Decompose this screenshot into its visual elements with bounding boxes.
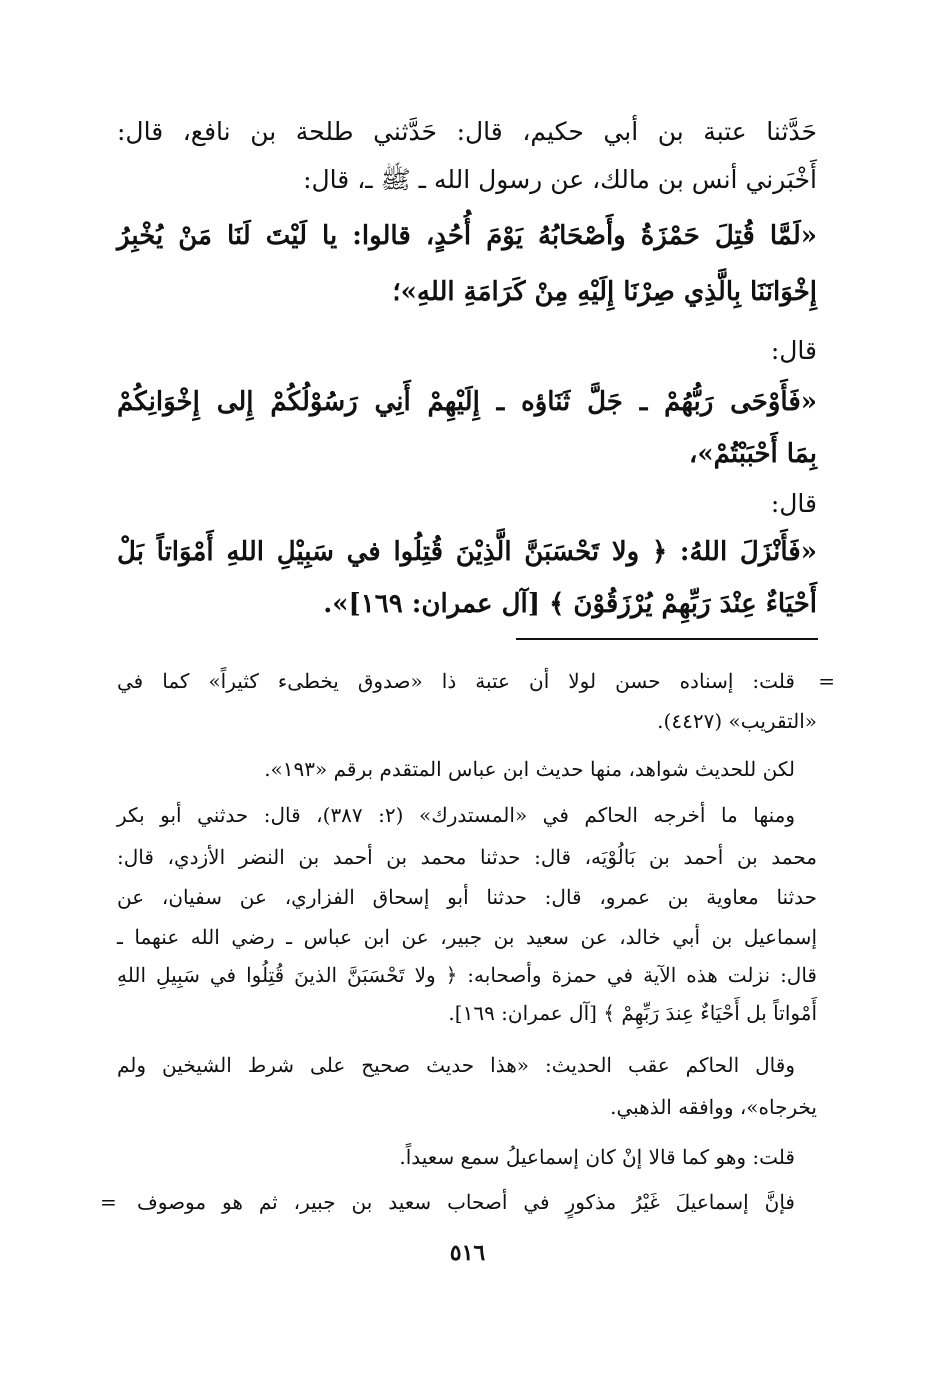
main-line-10: أَحْيَاءٌ عِنْدَ رَبِّهِمْ يُرْزَقُوْنَ ﴾ [آل عمران: ١٦٩]». [323,589,817,619]
footnote-line-1: قلت: إسناده حسن لولا أن عتبة ذا «صدوق يخطىء كثيراً» كما في [117,669,795,693]
footnote-divider [516,638,818,640]
main-line-8: قال: [770,489,817,518]
footnote-line-13: فإنَّ إسماعيلَ غَيْرُ مذكورٍ في أصحاب سعيد بن جبير، ثم هو موصوف [137,1190,795,1214]
footnote-line-12: قلت: وهو كما قالا إنْ كان إسماعيلُ سمع سعيداً. [399,1145,795,1169]
footnote-line-6: حدثنا معاوية بن عمرو، قال: حدثنا أبو إسحاق الفزاري، عن سفيان، عن [117,885,817,909]
footnote-line-3: لكن للحديث شواهد، منها حديث ابن عباس المتقدم برقم «١٩٣». [264,757,795,781]
continuation-mark-start: = [818,669,835,693]
footnote-line-4: ومنها ما أخرجه الحاكم في «المستدرك» (٢: ٣٨٧)، قال: حدثني أبو بكر [117,803,795,827]
main-line-2: أَخْبَرني أنس بن مالك، عن رسول الله ـ ﷺ ـ، قال: [303,165,817,194]
footnote-line-11: يخرجاه»، ووافقه الذهبي. [610,1095,817,1119]
footnote-line-10: وقال الحاكم عقب الحديث: «هذا حديث صحيح على شرط الشيخين ولم [117,1053,795,1077]
footnote-line-5: محمد بن أحمد بن بَالُوْيَه، قال: حدثنا محمد بن أحمد بن النضر الأزدي، قال: [117,845,817,869]
footnote-line-9: أَمْواتاً بل أَحْيَاءٌ عِندَ رَبِّهِمْ ﴾ [آل عمران: ١٦٩]. [448,1001,817,1025]
main-line-7: بِمَا أَحْبَبْتُمْ»، [688,439,817,469]
main-line-5: قال: [770,336,817,365]
main-line-9: «فَأَنْزَلَ اللهُ: ﴿ ولا تَحْسَبَنَّ الَّذِيْنَ قُتِلُوا في سَبِيْلِ اللهِ أَمْوَاتاً بَلْ [117,537,817,567]
footnote-line-2: «التقريب» (٤٤٢٧). [657,709,817,733]
main-line-3: «لَمَّا قُتِلَ حَمْزَةُ وأَصْحَابُهُ يَوْمَ أُحُدٍ، قالوا: يا لَيْتَ لَنَا مَنْ يُخْبِرُ [117,221,817,251]
main-line-6: «فَأَوْحَى رَبُّهُمْ ـ جَلَّ ثَنَاؤه ـ إِلَيْهِمْ أَنِي رَسُوْلُكُمْ إِلى إِخْوَانِكُمْ [117,387,817,417]
footnote-line-7: إسماعيل بن أبي خالد، عن سعيد بن جبير، عن ابن عباس ـ رضي الله عنهما ـ [117,925,817,949]
main-line-4: إِخْوَانَنَا بِالَّذِي صِرْنَا إِلَيْهِ مِنْ كَرَامَةِ اللهِ»؛ [392,277,817,307]
footnote-line-8: قال: نزلت هذه الآية في حمزة وأصحابه: ﴿ ولا تَحْسَبَنَّ الذينَ قُتِلُوا في سَبِيلِ اللهِ [117,963,817,987]
continuation-mark-end: = [100,1190,117,1214]
page-number: ٥١٦ [449,1240,486,1266]
main-line-1: حَدَّثنا عتبة بن أبي حكيم، قال: حَدَّثني طلحة بن نافع، قال: [117,117,817,146]
